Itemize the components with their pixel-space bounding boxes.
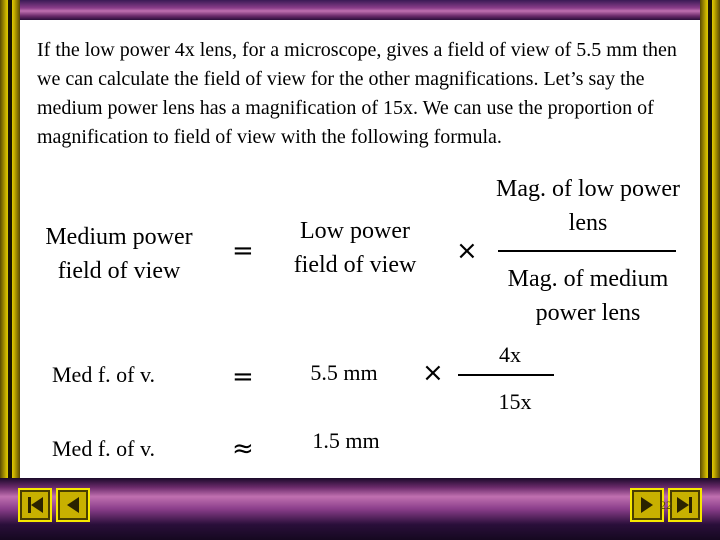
last-slide-icon [670,490,700,520]
next-slide-icon [632,490,662,520]
last-slide-button[interactable] [668,488,702,522]
previous-slide-icon [58,490,88,520]
previous-slide-button[interactable] [56,488,90,522]
formula-low-fov: Low power field of view [293,218,417,278]
left-border [0,0,20,540]
first-slide-button[interactable] [18,488,52,522]
substitution-times-sign: × [422,358,444,388]
formula-equals-sign: = [232,236,254,266]
slide-number: 22 [660,498,672,512]
right-border [700,0,720,540]
formula-fraction-bar [498,250,676,252]
formula-denominator: Mag. of medium power lens [507,266,669,326]
first-slide-icon [20,490,50,520]
bottom-border [0,478,720,540]
substitution-numerator: 4x [499,342,521,367]
formula-numerator: Mag. of low power lens [496,176,680,236]
substitution-lhs: Med f. of v. [52,362,156,387]
next-slide-button[interactable] [630,488,664,522]
substitution-value: 5.5 mm [310,360,378,385]
intro-paragraph: If the low power 4x lens, for a microscope, gives a field of view of 5.5 mm then we can calculate the field of view for the other magnifications. Let’s say the medium power lens has a magnification of 15x. We can use the proportion of magnification to field of view with the following formula. [37,39,677,148]
result-value: 1.5 mm [312,428,380,453]
substitution-denominator: 15x [498,389,532,414]
top-border [0,0,720,20]
formula-times-sign: × [456,236,478,266]
formula-lhs: Medium power field of view [45,224,193,284]
result-lhs: Med f. of v. [52,436,156,461]
result-approx-sign: ≈ [232,434,254,464]
substitution-equals-sign: = [232,362,254,392]
substitution-fraction-bar [458,374,554,376]
